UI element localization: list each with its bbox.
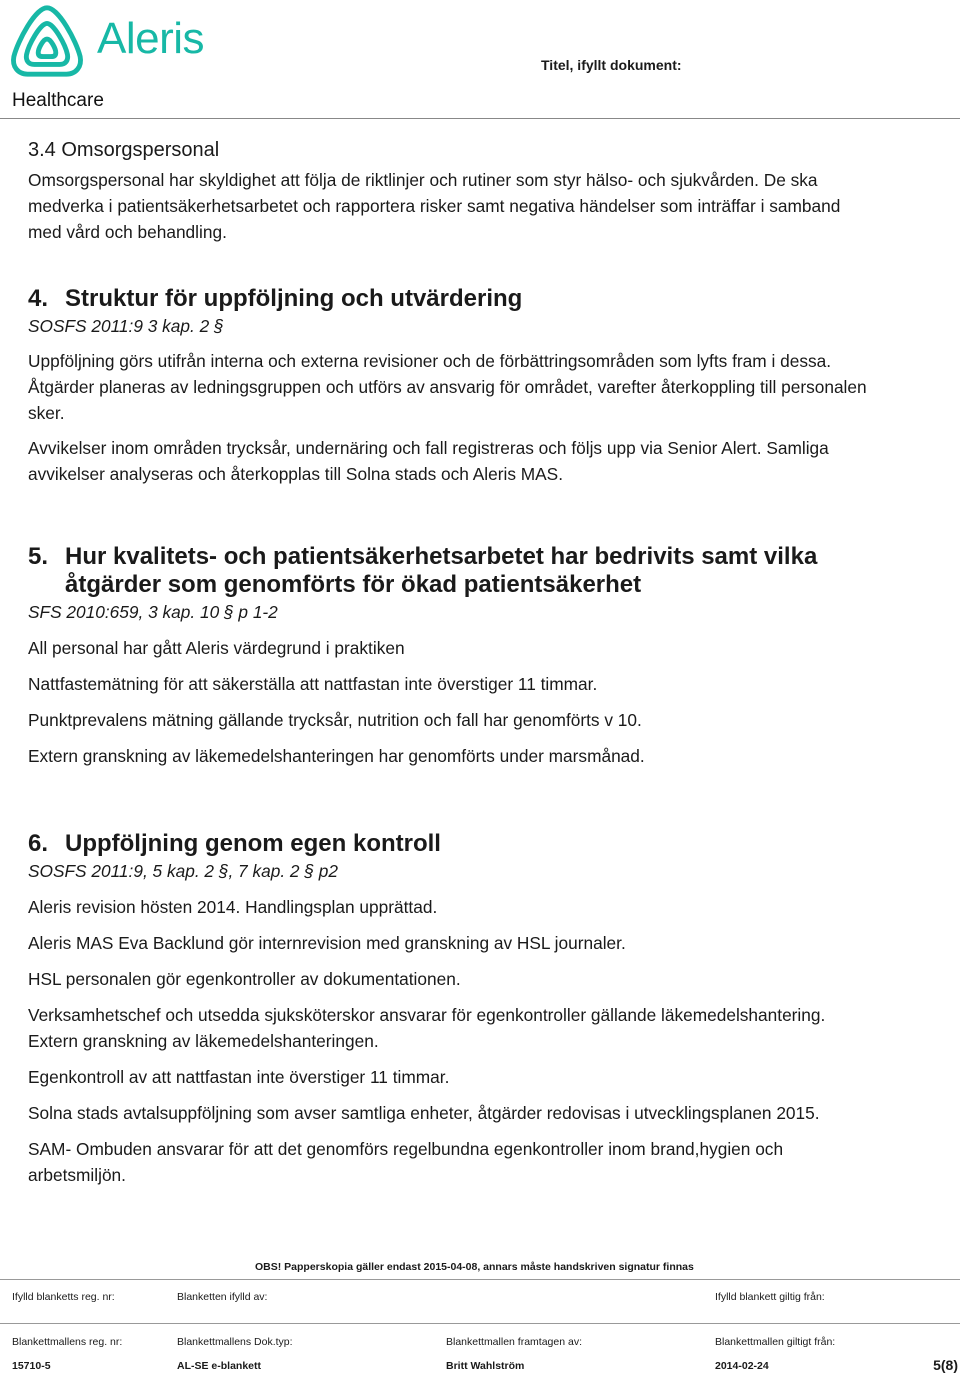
logo-subtitle: Healthcare: [12, 90, 104, 111]
aleris-logo-icon: [8, 2, 86, 80]
footer-divider: [0, 1279, 960, 1280]
section-4-heading: [28, 285, 878, 313]
section-5-item: Extern granskning av läkemedelshanteringen har genomförts under marsmånad.: [28, 746, 645, 766]
section-6-item: HSL personalen gör egenkontroller av dokumentationen.: [28, 969, 461, 989]
section-6-number: 6.: [28, 830, 49, 857]
document-body: [28, 136, 878, 1188]
footer-template-doctype-value: AL-SE e-blankett: [177, 1360, 262, 1372]
section-4-title: Struktur för uppföljning och utvärdering: [65, 285, 523, 312]
section-6-item: SAM- Ombuden ansvarar för att det genomförs regelbundna egenkontroller inom brand,hygien och arbetsmiljön.: [28, 1139, 784, 1185]
section-6-reference: SOSFS 2011:9, 5 kap. 2 §, 7 kap. 2 § p2: [28, 861, 338, 881]
section-5-number: 5.: [28, 543, 49, 570]
section-6-item: Aleris MAS Eva Backlund gör internrevision med granskning av HSL journaler.: [28, 933, 626, 953]
section-6-item: Solna stads avtalsuppföljning som avser samtliga enheter, åtgärder redovisas i utvecklingsplanen 2015.: [28, 1103, 820, 1123]
footer-template-reg-value: 15710-5: [12, 1360, 51, 1372]
logo-wordmark: Aleris: [97, 14, 205, 63]
section-6-item: Verksamhetschef och utsedda sjuksköterskor ansvarar för egenkontroller gällande läkemedelshantering. Extern granskning av läkemedelshanteringen.: [28, 1005, 826, 1051]
footer-template-doctype-label: Blankettmallens Dok.typ:: [177, 1336, 293, 1348]
section-4-paragraph: Uppföljning görs utifrån interna och externa revisioner och de förbättringsområden som lyfts fram i dessa. Åtgärder planeras av ledningsgruppen och utförs av ansvarig för området, varefter återkoppling till personalen sker.: [28, 351, 867, 423]
footer-template-valid-label: Blankettmallen giltigt från:: [715, 1336, 836, 1348]
footer-template-valid-value: 2014-02-24: [715, 1360, 769, 1372]
header-divider: [0, 118, 960, 119]
section-6-item: Egenkontroll av att nattfastan inte överstiger 11 timmar.: [28, 1067, 450, 1087]
section-6-item: Aleris revision hösten 2014. Handlingsplan upprättad.: [28, 897, 438, 917]
footer-filled-reg-label: Ifylld blanketts reg. nr:: [12, 1291, 115, 1303]
footer-filled-by-label: Blanketten ifylld av:: [177, 1291, 268, 1303]
footer-filled-valid-label: Ifylld blankett giltig från:: [715, 1291, 825, 1303]
section-4-reference: SOSFS 2011:9 3 kap. 2 §: [28, 316, 224, 336]
section-5-item: Punktprevalens mätning gällande trycksår, nutrition och fall har genomförts v 10.: [28, 710, 642, 730]
footer-template-reg-label: Blankettmallens reg. nr:: [12, 1336, 123, 1348]
section-5-heading: [28, 543, 878, 599]
section-3-4-body: Omsorgspersonal har skyldighet att följa de riktlinjer och rutiner som styr hälso- och sjukvården. De ska medverka i patientsäkerhetsarbetet och rapportera risker samt negativa händelser som inträffar i samband med vård och behandling.: [28, 170, 841, 242]
section-5-item: Nattfastemätning för att säkerställa att nattfastan inte överstiger 11 timmar.: [28, 674, 598, 694]
section-6-title: Uppföljning genom egen kontroll: [65, 830, 441, 857]
section-3-4-heading: 3.4 Omsorgspersonal: [28, 139, 220, 161]
footer-template-author-value: Britt Wahlström: [446, 1360, 525, 1372]
section-6-heading: [28, 830, 878, 858]
document-title-label: Titel, ifyllt dokument:: [541, 57, 682, 73]
section-5-reference: SFS 2010:659, 3 kap. 10 § p 1-2: [28, 602, 278, 622]
section-4-number: 4.: [28, 285, 49, 312]
footer-divider: [0, 1323, 960, 1324]
footer-notice: OBS! Papperskopia gäller endast 2015-04-08, annars måste handskriven signatur finnas: [255, 1261, 694, 1273]
section-4-paragraph: Avvikelser inom områden trycksår, undernäring och fall registreras och följs upp via Senior Alert. Samliga avvikelser analyseras och återkopplas till Solna stads och Aleris MAS.: [28, 438, 829, 484]
footer-template-author-label: Blankettmallen framtagen av:: [446, 1336, 582, 1348]
section-5-title: Hur kvalitets- och patientsäkerhetsarbetet har bedrivits samt vilka åtgärder som genomförts för ökad patientsäkerhet: [65, 543, 818, 598]
page-number: 5(8): [933, 1357, 958, 1373]
section-5-item: All personal har gått Aleris värdegrund i praktiken: [28, 638, 405, 658]
